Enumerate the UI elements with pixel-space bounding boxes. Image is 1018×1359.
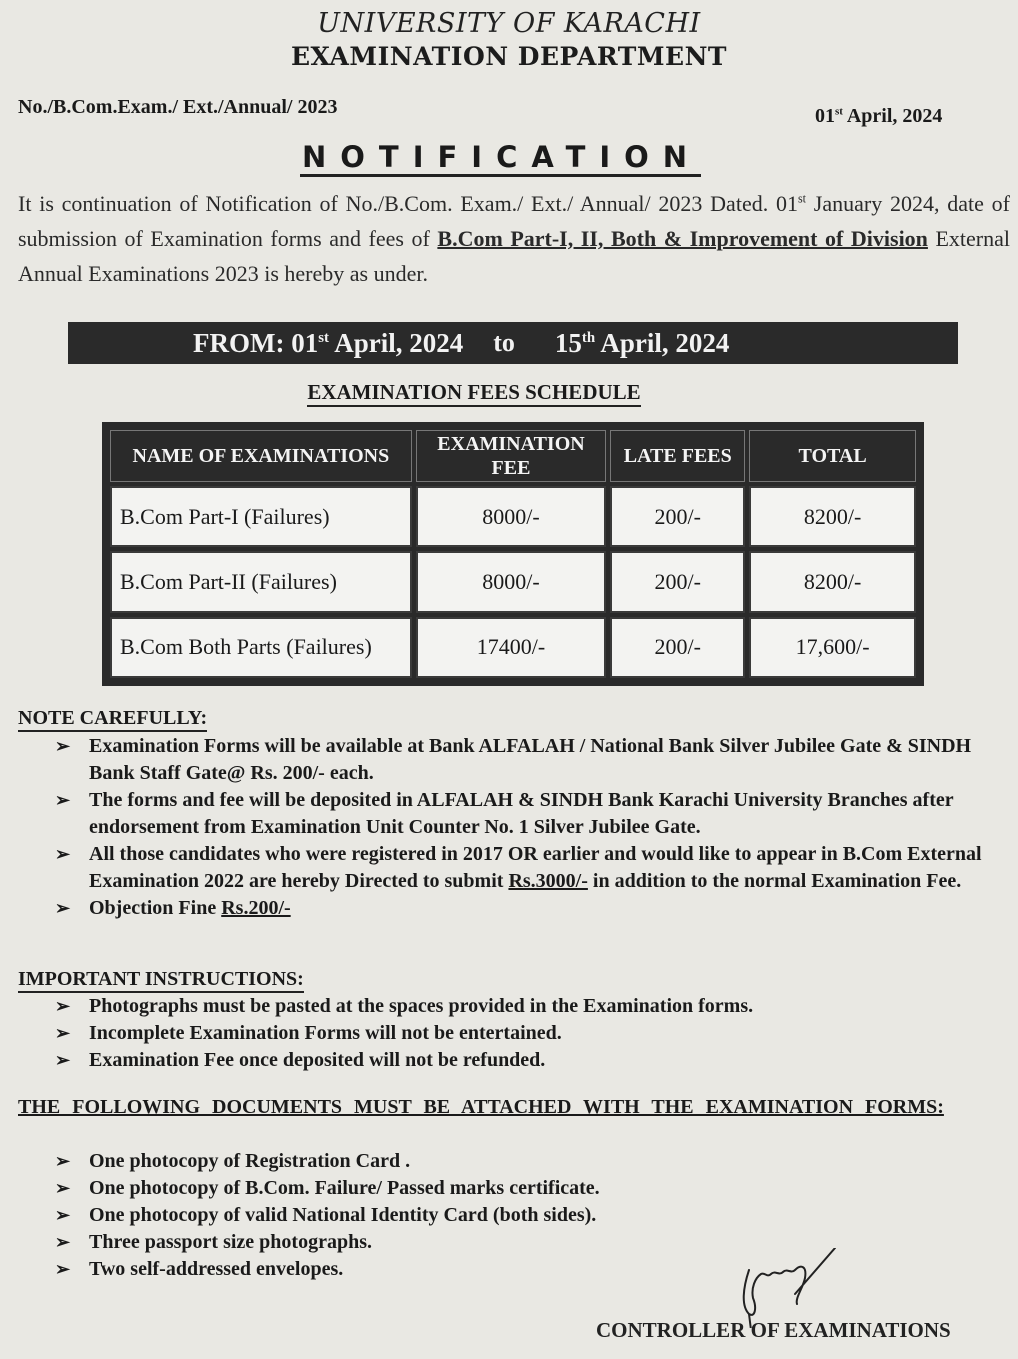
arrow-bullet-icon: ➢ [55,1050,71,1070]
list-item [55,1202,1005,1229]
intro-paragraph [18,186,1010,291]
instructions-heading: IMPORTANT INSTRUCTIONS: [18,967,304,993]
date-rest: April, 2024 [842,105,943,127]
document-text: Three passport size photographs. [89,1231,372,1253]
header-total: TOTAL [749,430,916,482]
date-suffix: st [835,105,843,118]
department-name: EXAMINATION DEPARTMENT [290,42,728,71]
intro-text-3: External Annual Examinations 2023 is hereby as under. [18,226,1010,286]
arrow-bullet-icon: ➢ [55,790,71,810]
list-item [55,733,1005,787]
documents-heading: THE FOLLOWING DOCUMENTS MUST BE ATTACHED WITH THE EXAMINATION FORMS: [18,1096,944,1118]
reference-number: No./B.Com.Exam./ Ext./Annual/ 2023 [18,96,338,118]
to-day: 15 [554,327,582,358]
note-list [55,733,1005,922]
period-to-label: to [493,328,515,357]
table-row [110,617,916,678]
from-sup: st [318,329,329,346]
document-text: Two self-addressed envelopes. [89,1258,344,1280]
header-late-fees: LATE FEES [610,430,745,482]
fees-schedule-title-text: EXAMINATION FEES SCHEDULE [307,380,640,407]
instruction-text: Incomplete Examination Forms will not be entertained. [89,1022,562,1044]
arrow-bullet-icon: ➢ [55,736,71,756]
cell-total: 17,600/- [749,617,916,678]
submission-period-banner [68,322,958,364]
cell-late: 200/- [610,551,745,612]
document-text: One photocopy of Registration Card . [89,1150,411,1172]
arrow-bullet-icon: ➢ [55,1023,71,1043]
arrow-bullet-icon: ➢ [55,1205,71,1225]
arrow-bullet-icon: ➢ [55,1178,71,1198]
cell-fee: 8000/- [416,551,607,612]
note-item-text: in addition to the normal Examination Fee. [587,870,962,892]
arrow-bullet-icon: ➢ [55,1259,71,1279]
table-header-row [110,430,916,482]
list-item [55,1175,1005,1202]
intro-highlight: B.Com Part-I, II, Both & Improvement of Division [437,226,928,251]
to-rest: April, 2024 [595,327,730,358]
arrow-bullet-icon: ➢ [55,1232,71,1252]
list-item [55,1148,1005,1175]
from-label: FROM: 01 [193,327,319,358]
note-item-text: The forms and fee will be deposited in ALFALAH & SINDH Bank Karachi University Branches after endorsement from Examination Unit Counter No. 1 Silver Jubilee Gate. [89,789,954,838]
list-item [55,1020,1005,1047]
instructions-list-wrap [55,993,1005,1074]
period-from [193,328,463,359]
document-text: One photocopy of valid National Identity Card (both sides). [89,1204,597,1226]
document-text: One photocopy of B.Com. Failure/ Passed marks certificate. [89,1177,600,1199]
table-row [110,551,916,612]
list-item [55,895,1005,922]
cell-late: 200/- [610,486,745,547]
cell-fee: 17400/- [416,617,607,678]
list-item [55,841,1005,895]
notification-title: NOTIFICATION [300,140,701,177]
cell-fee: 8000/- [416,486,607,547]
note-heading: NOTE CAREFULLY: [18,706,207,732]
intro-text-2: January 2024, date of submission of Examination forms and fees of [18,191,1010,251]
university-name: UNIVERSITY OF KARACHI [317,8,701,39]
arrow-bullet-icon: ➢ [55,898,71,918]
note-list-wrap [55,733,1005,922]
intro-text-1: It is continuation of Notification of No./B.Com. Exam./ Ext./ Annual/ 2023 Dated. 01 [18,191,798,216]
list-item [55,787,1005,841]
signatory-title: CONTROLLER OF EXAMINATIONS [596,1318,951,1342]
note-item-text: Objection Fine [89,897,222,919]
signature-icon [735,1248,865,1328]
fees-schedule-title [0,380,948,405]
arrow-bullet-icon: ➢ [55,996,71,1016]
note-item-text: Examination Forms will be available at Bank ALFALAH / National Bank Silver Jubilee Gate & SINDH Bank Staff Gate@ Rs. 200/- each. [89,735,972,784]
to-sup: th [581,329,596,346]
cell-total: 8200/- [749,486,916,547]
instructions-list [55,993,1005,1074]
cell-late: 200/- [610,617,745,678]
cell-total: 8200/- [749,551,916,612]
arrow-bullet-icon: ➢ [55,1151,71,1171]
date-day: 01 [815,105,835,127]
list-item [55,1047,1005,1074]
note-amount: Rs.200/- [221,897,291,919]
period-to [555,328,729,359]
notification-date [815,105,942,128]
note-amount: Rs.3000/- [508,870,588,892]
from-rest: April, 2024 [328,327,464,358]
instruction-text: Examination Fee once deposited will not be refunded. [89,1049,546,1071]
arrow-bullet-icon: ➢ [55,844,71,864]
list-item [55,993,1005,1020]
table-row [110,486,916,547]
fees-table [102,422,924,686]
instruction-text: Photographs must be pasted at the spaces provided in the Examination forms. [89,995,754,1017]
note-item-text: All those candidates who were registered in 2017 OR earlier and would like to appear in B.Com External Examination 2022 are hereby Directed to submit [89,843,982,892]
cell-name: B.Com Both Parts (Failures) [110,617,412,678]
header-name: NAME OF EXAMINATIONS [110,430,412,482]
header-exam-fee: EXAMINATION FEE [416,430,607,482]
cell-name: B.Com Part-II (Failures) [110,551,412,612]
cell-name: B.Com Part-I (Failures) [110,486,412,547]
intro-sup: st [797,191,807,206]
